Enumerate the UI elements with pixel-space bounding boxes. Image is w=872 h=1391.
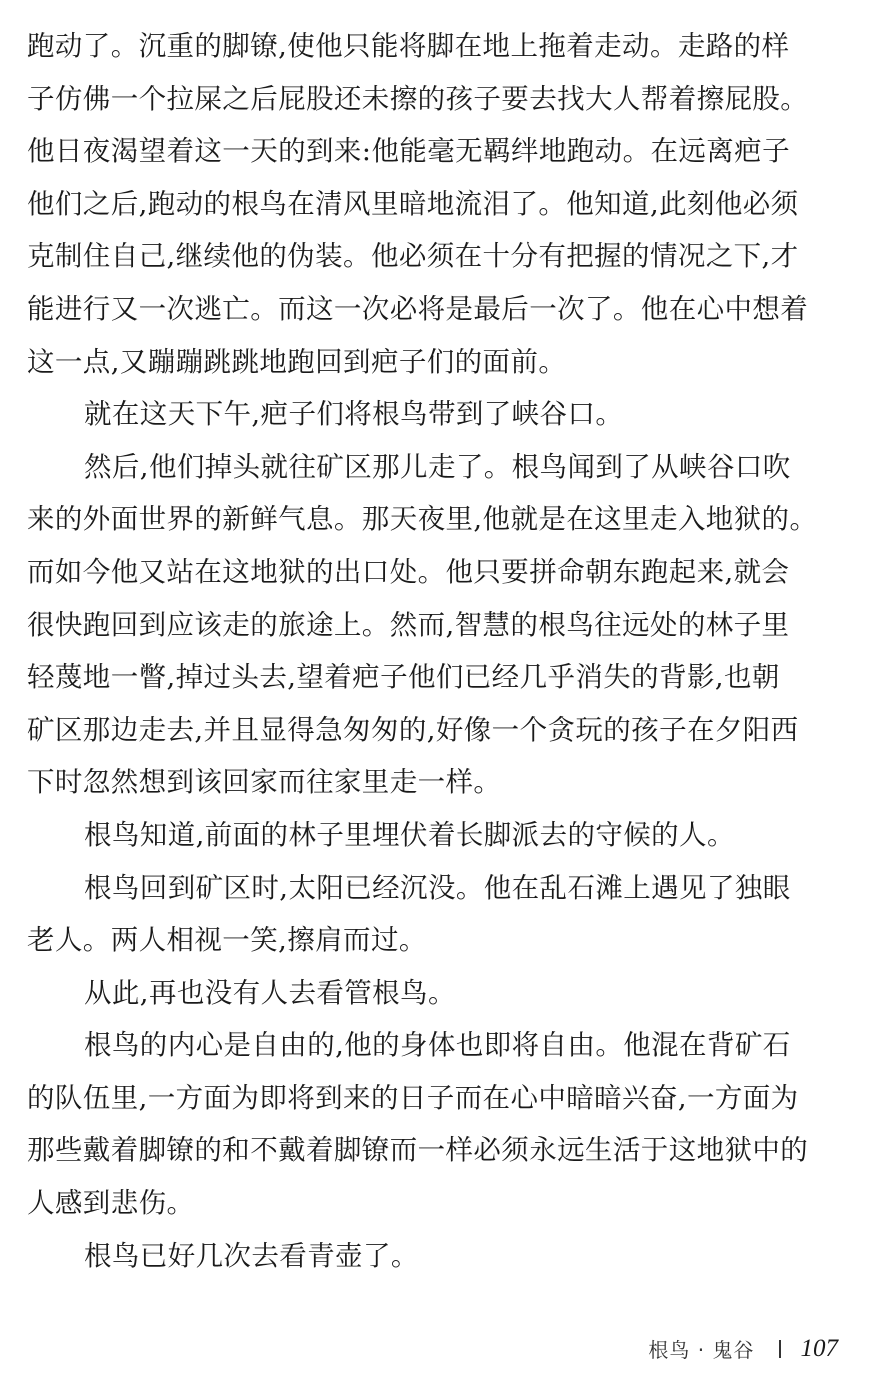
paragraph-start-line: 根鸟的内心是自由的,他的身体也即将自由。他混在背矿石: [84, 1029, 791, 1062]
text-line: 克制住自己,继续他的伪装。他必须在十分有把握的情况之下,才: [27, 240, 799, 273]
text-line: 的队伍里,一方面为即将到来的日子而在心中暗暗兴奋,一方面为: [27, 1081, 799, 1114]
text-line: 来的外面世界的新鲜气息。那天夜里,他就是在这里走入地狱的。: [27, 503, 818, 536]
text-line: 人感到悲伤。: [27, 1187, 195, 1220]
text-line: 跑动了。沉重的脚镣,使他只能将脚在地上拖着走动。走路的样: [27, 30, 790, 62]
text-line: 他日夜渴望着这一天的到来:他能毫无羁绊地跑动。在远离疤子: [27, 135, 790, 168]
footer-divider: [779, 1340, 781, 1358]
paragraph-start-line: 从此,再也没有人去看管根鸟。: [84, 976, 456, 1009]
page-footer: [648, 1334, 838, 1363]
text-line: 老人。两人相视一笑,擦肩而过。: [27, 924, 427, 957]
paragraph-start-line: 根鸟知道,前面的林子里埋伏着长脚派去的守候的人。: [84, 818, 735, 851]
text-line: 子仿佛一个拉屎之后屁股还未擦的孩子要去找大人帮着擦屁股。: [27, 82, 809, 115]
text-line: 这一点,又蹦蹦跳跳地跑回到疤子们的面前。: [27, 345, 567, 378]
page-body: [27, 20, 847, 1282]
text-line: 他们之后,跑动的根鸟在清风里暗地流泪了。他知道,此刻他必须: [27, 187, 799, 220]
text-line: 下时忽然想到该回家而往家里走一样。: [27, 766, 502, 799]
paragraph-start-line: 根鸟回到矿区时,太阳已经沉没。他在乱石滩上遇见了独眼: [84, 871, 791, 904]
paragraph-start-line: 就在这天下午,疤子们将根鸟带到了峡谷口。: [84, 398, 624, 431]
text-line: 轻蔑地一瞥,掉过头去,望着疤子他们已经几乎消失的背影,也朝: [27, 661, 780, 694]
text-line: 而如今他又站在这地狱的出口处。他只要拼命朝东跑起来,就会: [27, 555, 790, 588]
text-line: 能进行又一次逃亡。而这一次必将是最后一次了。他在心中想着: [27, 292, 809, 325]
paragraph-start-line: 然后,他们掉头就往矿区那儿走了。根鸟闻到了从峡谷口吹: [84, 450, 791, 483]
paragraph-start-line: 根鸟已好几次去看青壶了。: [84, 1239, 419, 1272]
text-line: 那些戴着脚镣的和不戴着脚镣而一样必须永远生活于这地狱中的: [27, 1134, 809, 1167]
page-number: 107: [800, 1334, 838, 1362]
text-line: 矿区那边走去,并且显得急匆匆的,好像一个贪玩的孩子在夕阳西: [27, 713, 799, 746]
running-title: 根鸟 · 鬼谷: [648, 1338, 755, 1362]
text-line: 很快跑回到应该走的旅途上。然而,智慧的根鸟往远处的林子里: [27, 608, 790, 641]
